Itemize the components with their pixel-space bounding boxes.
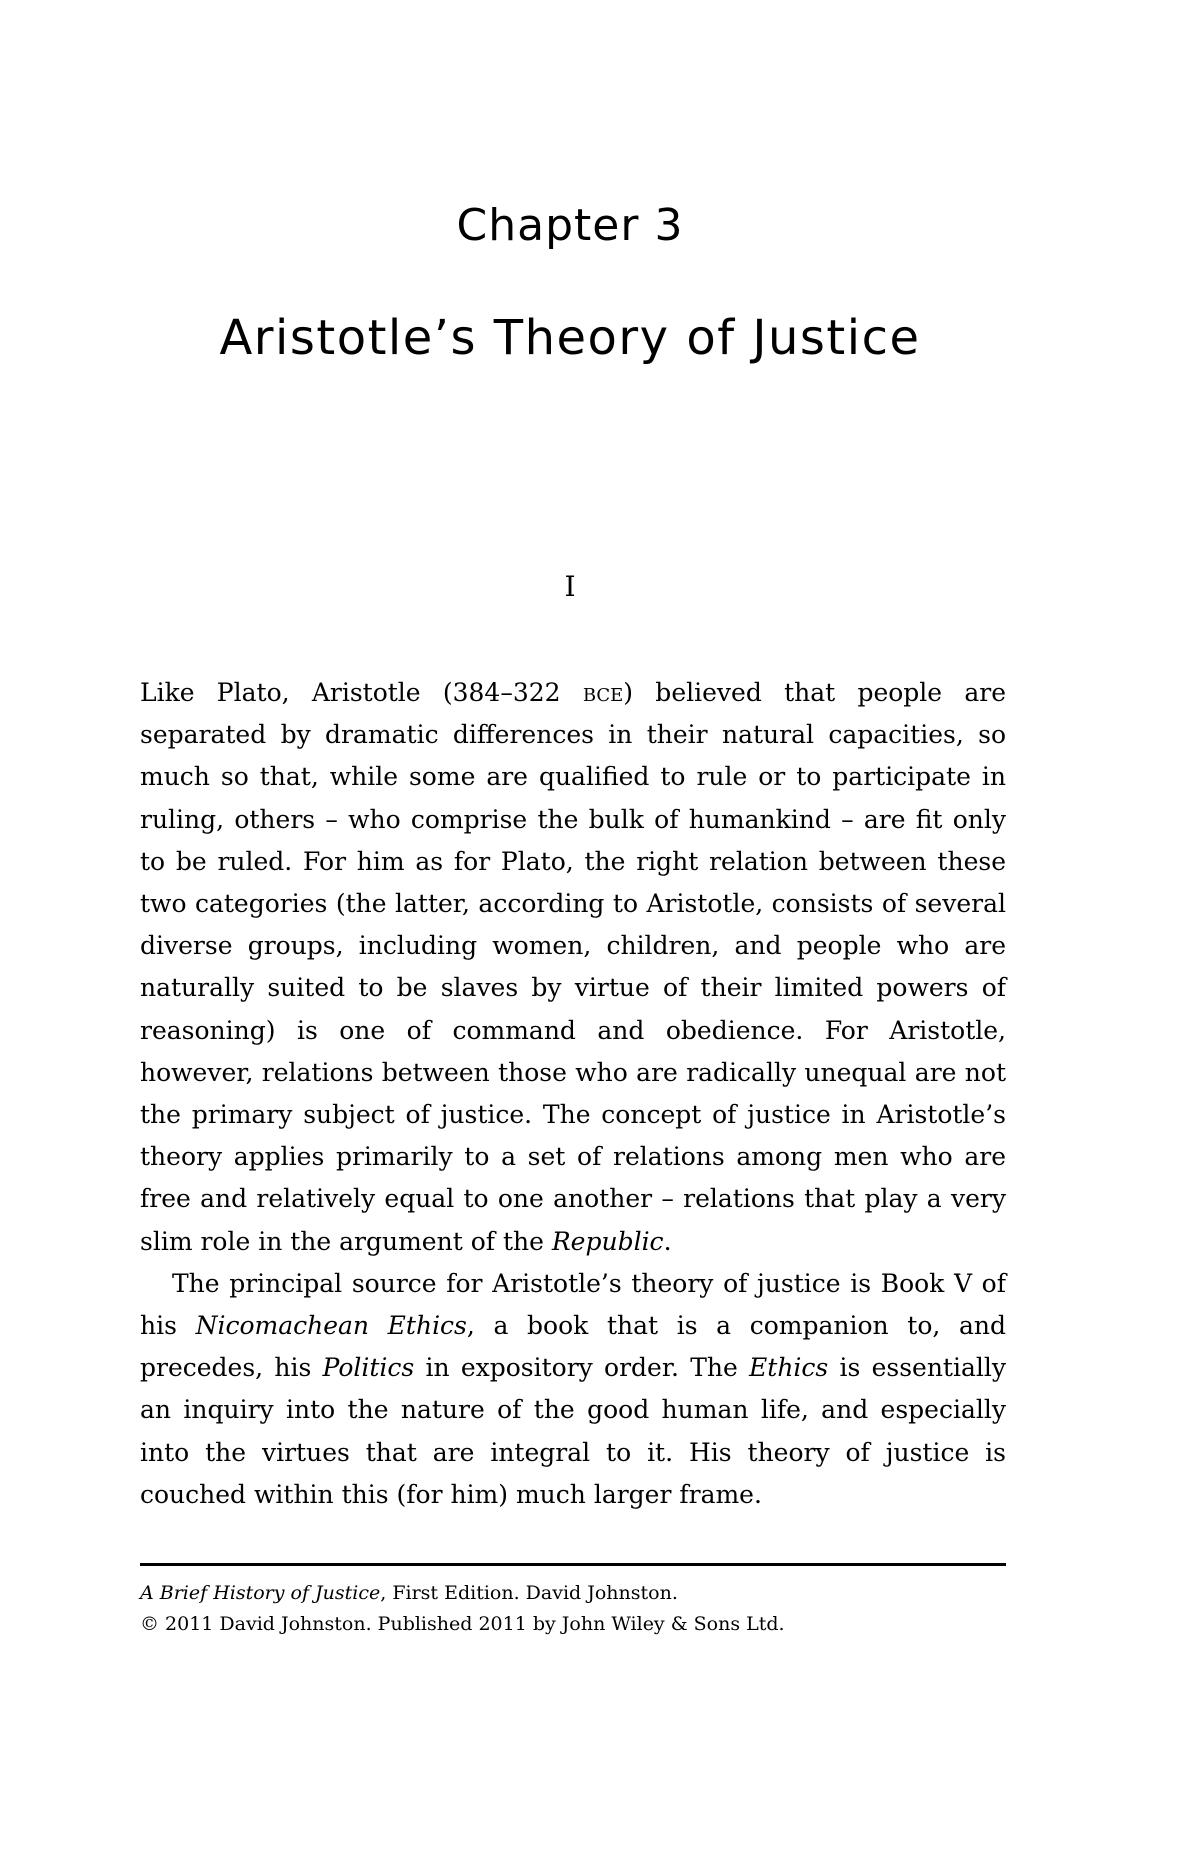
nicomachean-ethics-title: Nicomachean Ethics [195, 1311, 467, 1341]
footer-citation [140, 1578, 1006, 1609]
paragraph-2-text-c: in expository order. The [414, 1353, 750, 1383]
footer-book-title: A Brief History of Justice [140, 1582, 381, 1604]
paragraph-1-text-a: Like Plato, Aristotle (384–322 [140, 678, 583, 707]
paragraph-2-text-d: is essentially an inquiry into the nature of the good human life, and especially into the virtues that are integral to it. His theory of justice is couched within this (for him) much larger frame. [140, 1353, 1006, 1509]
ethics-title: Ethics [749, 1353, 829, 1383]
republic-title: Republic [551, 1226, 664, 1256]
page-footer [140, 1578, 1006, 1640]
footer-copyright: © 2011 David Johnston. Published 2011 by John Wiley & Sons Ltd. [140, 1613, 785, 1635]
footer-rule [140, 1563, 1006, 1566]
paragraph-2-text-a: The principal source for Aristotle’s theory of justice is Book V of his [140, 1268, 1006, 1341]
chapter-title: Aristotle’s Theory of Justice [219, 310, 921, 366]
section-marker: I [564, 570, 576, 603]
chapter-label: Chapter 3 [456, 200, 684, 251]
paragraph-2 [140, 1263, 1006, 1516]
politics-title: Politics [322, 1353, 415, 1383]
body-text [140, 672, 1006, 1516]
footer-edition: , First Edition. David Johnston. [380, 1582, 678, 1604]
paragraph-1-text-b: ) believed that people are separated by dramatic differences in their natural capacities, so much so that, while some are qualified to rule or to participate in ruling, others – who comprise the bulk of humankind – are fit only to be ruled. For him as for Plato, the right relation between these two categories (the latter, according to Aristotle, consists of several diverse groups, including women, children, and people who are naturally suited to be slaves by virtue of their limited powers of reasoning) is one of command and obedience. For Aristotle, however, relations between those who are radically unequal are not the primary subject of justice. The concept of justice in Aristotle’s theory applies primarily to a set of relations among men who are free and relatively equal to one another – relations that play a very slim role in the argument of the [140, 678, 1006, 1256]
paragraph-2-text-b: , a book that is a companion to, and precedes, his [140, 1311, 1006, 1383]
paragraph-1 [140, 672, 1006, 1263]
paragraph-1-text-c: . [663, 1226, 672, 1256]
era-abbreviation: bce [582, 678, 624, 707]
